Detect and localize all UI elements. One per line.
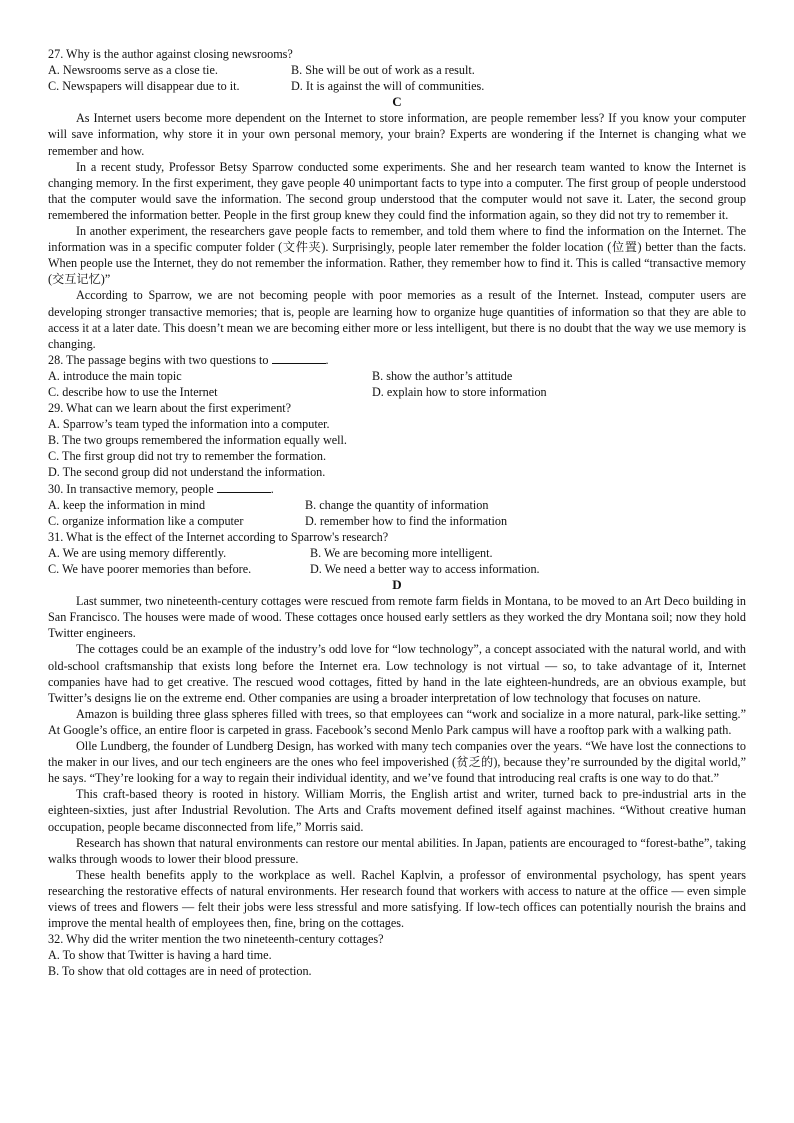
q31-option-c: C. We have poorer memories than before. [48,562,252,576]
passage-d-paragraph-5: This craft-based theory is rooted in history. William Morris, the English artist and writer, turned back to pre-industrial arts in the eighteen-sixties, just after Industrial Revolution. The Arts and Crafts movement defined itself against machines. “Without creative human occupation, people became disconnected from life,” Morris said. [48,787,746,834]
q30-options-row2 [48,513,746,529]
q31-option-b: B. We are becoming more intelligent. [310,545,493,560]
section-c-heading: C [392,94,402,110]
passage-d-paragraph-6: Research has shown that natural environments can restore our mental abilities. In Japan, patients are encouraged to “forest-bathe”, taking walks through woods to lower their blood pressure. [48,835,746,866]
passage-d-paragraph-1: Last summer, two nineteenth-century cottages were rescued from remote farm fields in Montana, to be moved to an Art Deco building in San Francisco. The houses were made of wood. These cottages once housed early settlers as they worked the dry Montana soil; now they hold Twitter engineers. [48,594,746,641]
q29-option-d: D. The second group did not understand the information. [48,465,326,480]
q29-option-b: B. The two groups remembered the information equally well. [48,433,347,448]
q31-options-row2 [48,561,746,577]
q31-option-a: A. We are using memory differently. [48,545,227,560]
passage-d-paragraph-2: The cottages could be an example of the industry’s odd love for “low technology”, a concept associated with the natural world, and with old-school craftsmanship that exists long before the Internet era. Low technology is not virtual — so, to take advantage of it, Internet companies have had to get creative. The rescued wood cottages, fitted by hand in the late eighteen-hundreds, are an obvious example, but Twitter’s designs lie on the extreme end. Other companies are using a broader interpretation of low technology that focuses on nature. [48,642,746,705]
exam-page [48,46,746,979]
passage-c-paragraph-4: According to Sparrow, we are not becoming people with poor memories as a result of the Internet. Instead, computer users are developing stronger transactive memories; that is, people are learning how to organize huge quantities of information so that they are able to access it at a later date. This doesn’t mean we are becoming either more or less intelligent, but there is no doubt that the way we use memory is changing. [48,288,746,351]
q27-stem: 27. Why is the author against closing newsrooms? [48,47,293,61]
q27-option-b: B. She will be out of work as a result. [291,63,475,78]
passage-c-paragraph-2: In a recent study, Professor Betsy Sparrow conducted some experiments. She and her research team wanted to know the Internet is changing memory. In the first experiment, they gave people 40 unimportant facts to type into a computer. The first group of people understood that the computer would save the information. The second group understood that the computer would not save it. Later, the second group remembered the information better. People in the first group knew they could find the information again, so they did not try to remember it. [48,159,746,222]
q30-option-b: B. change the quantity of information [305,497,489,512]
q28-option-d: D. explain how to store information [372,384,547,399]
q27-option-d: D. It is against the will of communities. [291,79,485,94]
q30-stem-line [48,481,746,497]
section-d-heading: D [392,577,402,593]
q28-stem-line [48,352,746,368]
passage-d-paragraph-4: Olle Lundberg, the founder of Lundberg Design, has worked with many tech companies over the years. “We have lost the connections to the maker in our lives, and our tech engineers are the ones who feel impoverished (贫乏的), because they’re surrounded by the digital world,” he says. “They’re looking for a way to regain their individual identity, and we’ve found that introducing real crafts is one way to do that.” [48,739,746,786]
q28-options-row2 [48,384,746,400]
q32-option-a: A. To show that Twitter is having a hard time. [48,948,272,963]
q28-option-c: C. describe how to use the Internet [48,384,218,399]
q28-option-a: A. introduce the main topic [48,368,182,383]
q28-answer-blank [272,353,326,364]
q28-option-b: B. show the author’s attitude [372,368,513,383]
q32-option-b: B. To show that old cottages are in need of protection. [48,964,312,979]
q30-option-a: A. keep the information in mind [48,497,206,512]
q30-option-d: D. remember how to find the information [305,513,508,528]
q30-option-c: C. organize information like a computer [48,513,244,528]
q27-option-c: C. Newspapers will disappear due to it. [48,79,240,94]
q27-options-row2 [48,78,746,94]
q31-option-d: D. We need a better way to access information. [310,562,540,576]
q29-stem: 29. What can we learn about the first experiment? [48,401,292,416]
q27-options-row1 [48,62,746,78]
q28-options-row1 [48,368,746,384]
q30-answer-blank [217,482,271,493]
q30-options-row1 [48,497,746,513]
passage-c-paragraph-3: In another experiment, the researchers gave people facts to remember, and told them where to find the information on the Internet. The information was in a specific computer folder (文件夹). Surprisingly, people later remember the folder location (位置) better than the facts. When people use the Internet, they do not remember the information. Rather, they remember how to find it. This is called “transactive memory (交互记忆)” [48,224,746,287]
q28-stem-end: . [325,352,329,367]
q31-options-row1 [48,545,746,561]
q30-stem: 30. In transactive memory, people [48,481,214,496]
passage-d-paragraph-7: These health benefits apply to the workplace as well. Rachel Kaplvin, a professor of environmental psychology, has spent years researching the restorative effects of natural environments. Her research found that workers with access to nature at the office — even simple views of trees and flowers — felt their jobs were less stressful and more satisfying. If low-tech offices can potentially nourish the brains and improve the mental health of employees then, fine, bring on the cottages. [48,867,746,931]
passage-d-paragraph-3: Amazon is building three glass spheres filled with trees, so that employees can “work and socialize in a more natural, park-like setting.” At Google’s office, an entire floor is carpeted in grass. Facebook’s second Menlo Park campus will have a rooftop park with a walking path. [48,706,746,737]
q29-option-a: A. Sparrow’s team typed the information into a computer. [48,417,330,432]
q32-stem: 32. Why did the writer mention the two nineteenth-century cottages? [48,932,384,947]
q31-stem: 31. What is the effect of the Internet according to Sparrow's research? [48,529,389,544]
q29-option-c: C. The first group did not try to remember the formation. [48,449,326,464]
q30-stem-end: . [270,481,274,496]
passage-c-paragraph-1: As Internet users become more dependent on the Internet to store information, are people remember less? If you know your computer will save information, why store it in your own personal memory, your brain? Experts are wondering if the Internet is changing what we remember and how. [48,111,746,158]
q28-stem: 28. The passage begins with two questions to [48,352,269,367]
q27-option-a: A. Newsrooms serve as a close tie. [48,63,218,78]
